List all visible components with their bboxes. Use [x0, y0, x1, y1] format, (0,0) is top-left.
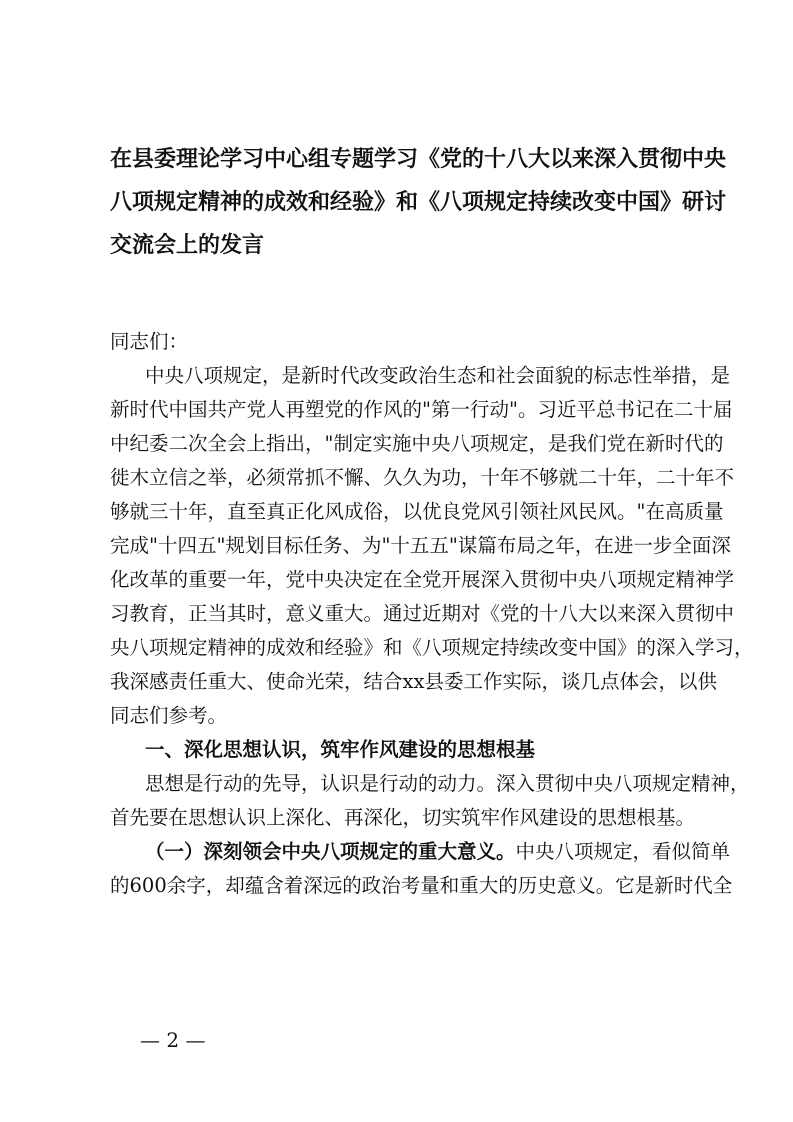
salutation: 同志们：	[110, 330, 189, 353]
text-line: 央八项规定精神的成效和经验》和《八项规定持续改变中国》的深入学习，	[110, 636, 754, 659]
text-line: 思想是行动的先导，认识是行动的动力。深入贯彻中央八项规定精神，	[145, 772, 750, 795]
text-line: 我深感责任重大、使命光荣，结合xx县委工作实际，谈几点体会，以供	[110, 670, 717, 693]
text-line: 完成"十四五"规划目标任务、为"十五五"谋篇布局之年，在进一步全面深	[110, 534, 731, 557]
text-line: 徙木立信之举，必须常抓不懈、久久为功，十年不够就二十年，二十年不	[110, 466, 735, 489]
page-number: — 2 —	[140, 1028, 206, 1052]
text-line: 中央八项规定，是新时代改变政治生态和社会面貌的标志性举措，是	[145, 364, 731, 387]
title-line: 交流会上的发言	[110, 233, 265, 258]
text-line: 同志们参考。	[110, 704, 228, 727]
title-line: 在县委理论学习中心组专题学习《党的十八大以来深入贯彻中央	[110, 147, 727, 172]
text-span: 中央八项规定，看似简单	[515, 840, 731, 863]
text-line: 习教育，正当其时，意义重大。通过近期对《党的十八大以来深入贯彻中	[110, 602, 735, 625]
text-line: 新时代中国共产党人再塑党的作风的"第一行动"。习近平总书记在二十届	[110, 398, 733, 421]
text-line: 的600余字，却蕴含着深远的政治考量和重大的历史意义。它是新时代全	[110, 874, 733, 897]
section-heading: 一、深化思想认识，筑牢作风建设的思想根基	[145, 738, 536, 761]
text-line: 中纪委二次全会上指出，"制定实施中央八项规定，是我们党在新时代的	[110, 432, 724, 455]
text-line: 够就三十年，直至真正化风成俗，以优良党风引领社风民风。"在高质量	[110, 500, 724, 523]
title-line: 八项规定精神的成效和经验》和《八项规定持续改变中国》研讨	[110, 190, 727, 215]
subsection-heading: （一）深刻领会中央八项规定的重大意义。	[145, 840, 516, 863]
text-line: 首先要在思想认识上深化、再深化，切实筑牢作风建设的思想根基。	[110, 806, 696, 829]
subsection-line	[145, 840, 731, 864]
text-line: 化改革的重要一年，党中央决定在全党开展深入贯彻中央八项规定精神学	[110, 568, 735, 591]
